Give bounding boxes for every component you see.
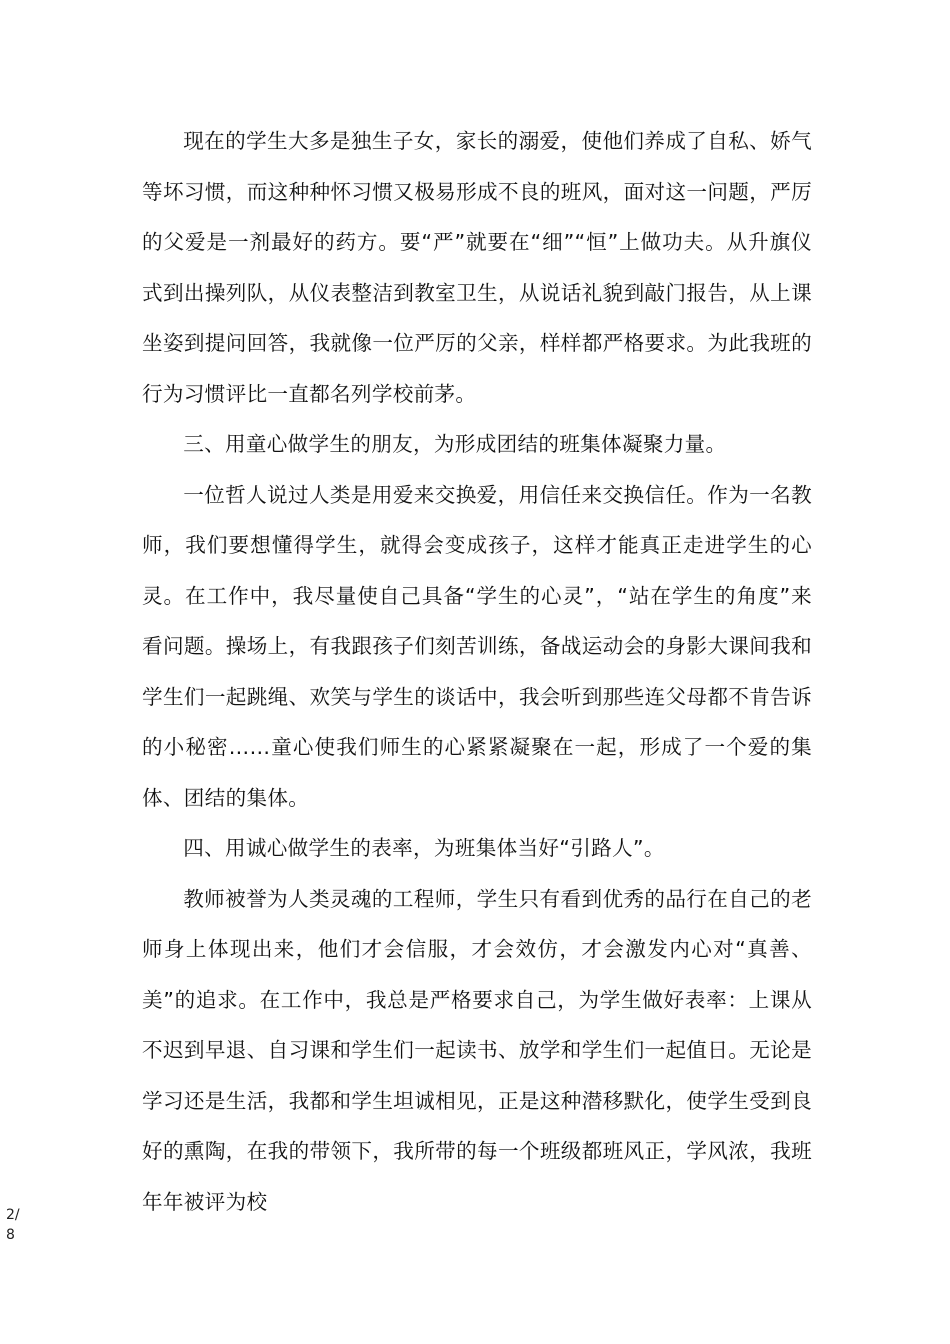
section-heading-4: 四、用诚心做学生的表率，为班集体当好“引路人”。 [183, 836, 665, 860]
paragraph-3: 教师被誉为人类灵魂的工程师，学生只有看到优秀的品行在自己的老师身上体现出来，他们才会信服，才会效仿，才会激发内心对“真善、美”的追求。在工作中，我总是严格要求自己，为学生做好表率：上课从不迟到早退、自习课和学生们一起读书、放学和学生们一起值日。无论是学习还是生活，我都和学生坦诚相见，正是这种潜移默化，使学生受到良好的熏陶，在我的带领下，我所带的每一个班级都班风正，学风浓，我班年年被评为校 [142, 886, 812, 1214]
paragraph-1: 现在的学生大多是独生子女，家长的溺爱，使他们养成了自私、娇气等坏习惯，而这种种怀习惯又极易形成不良的班风，面对这一问题，严厉的父爱是一剂最好的药方。要“严”就要在“细”“恒”上做功夫。从升旗仪式到出操列队，从仪表整洁到教室卫生，从说话礼貌到敲门报告，从上课坐姿到提问回答，我就像一位严厉的父亲，样样都严格要求。为此我班的行为习惯评比一直都名列学校前茅。 [142, 129, 812, 406]
page-number-current: 2/ [6, 1207, 20, 1223]
paragraph-2: 一位哲人说过人类是用爱来交换爱，用信任来交换信任。作为一名教师，我们要想懂得学生，就得会变成孩子，这样才能真正走进学生的心灵。在工作中，我尽量使自己具备“学生的心灵”，“站在学生的角度”来看问题。操场上，有我跟孩子们刻苦训练，备战运动会的身影大课间我和学生们一起跳绳、欢笑与学生的谈话中，我会听到那些连父母都不肯告诉的小秘密……童心使我们师生的心紧紧凝聚在一起，形成了一个爱的集体、团结的集体。 [142, 482, 812, 810]
document-body [142, 116, 812, 1227]
section-heading-3: 三、用童心做学生的朋友，为形成团结的班集体凝聚力量。 [183, 432, 727, 456]
page-number-total: 8 [6, 1227, 15, 1243]
page-number [6, 1205, 30, 1245]
